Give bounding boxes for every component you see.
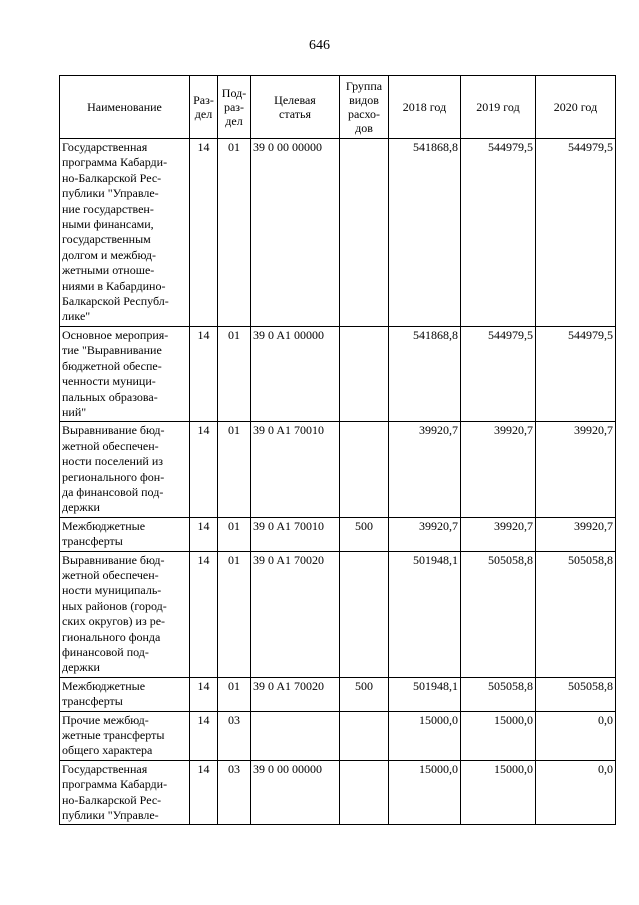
row-name-line: Балкарской Республ-: [62, 294, 169, 309]
row-subsection-cell: 01: [218, 139, 251, 327]
header-subsection: [218, 76, 251, 139]
row-name-line: регионального фон-: [62, 469, 165, 484]
row-article-cell: [251, 711, 340, 760]
row-name-cell: [60, 760, 190, 825]
row-article-cell: 39 0 A1 70020: [251, 551, 340, 677]
row-name-line: ности муниципаль-: [62, 583, 162, 598]
row-name-line: Основное мероприя-: [62, 327, 169, 342]
row-name-line: жетной обеспечен-: [62, 567, 159, 582]
row-name-line: ниями в Кабардино-: [62, 278, 166, 293]
row-group-cell: [340, 711, 389, 760]
row-subsection-cell: 01: [218, 422, 251, 517]
row-name-line: Выравнивание бюд-: [62, 552, 165, 567]
table-row: [60, 326, 616, 421]
header-2019: 2019 год: [461, 76, 536, 139]
header-group-line: Группа: [345, 79, 383, 93]
row-section-cell: 14: [190, 139, 218, 327]
row-section-cell: 14: [190, 677, 218, 711]
table-row: [60, 422, 616, 517]
row-name-line: держки: [62, 500, 100, 515]
row-group-cell: [340, 422, 389, 517]
row-2018-cell: 15000,0: [389, 760, 461, 825]
header-section: [190, 76, 218, 139]
row-2019-cell: 39920,7: [461, 422, 536, 517]
row-group-cell: [340, 326, 389, 421]
row-article-cell: 39 0 00 00000: [251, 139, 340, 327]
header-name: Наименование: [60, 76, 190, 139]
budget-table: [59, 75, 616, 825]
row-2020-cell: 544979,5: [536, 139, 616, 327]
row-2020-cell: 39920,7: [536, 517, 616, 551]
row-name-line: пальных образова-: [62, 389, 158, 404]
row-name-line: трансферты: [62, 534, 123, 549]
header-2020: 2020 год: [536, 76, 616, 139]
row-subsection-cell: 03: [218, 760, 251, 825]
row-section-cell: 14: [190, 760, 218, 825]
row-subsection-cell: 01: [218, 517, 251, 551]
row-2018-cell: 541868,8: [389, 326, 461, 421]
row-name-line: государственным: [62, 232, 151, 247]
row-group-cell: [340, 139, 389, 327]
row-name-line: ных районов (город-: [62, 598, 167, 613]
row-name-line: публики "Управле-: [62, 186, 159, 201]
row-name-line: Прочие межбюд-: [62, 712, 149, 727]
header-section-line: дел: [194, 107, 213, 121]
row-2020-cell: 544979,5: [536, 326, 616, 421]
row-article-cell: 39 0 A1 70010: [251, 422, 340, 517]
row-name-line: Государственная: [62, 140, 148, 154]
row-group-cell: 500: [340, 517, 389, 551]
row-name-line: программа Кабарди-: [62, 155, 168, 170]
header-group-line: видов: [349, 93, 379, 107]
row-name-line: лике": [62, 309, 91, 324]
row-name-cell: [60, 139, 190, 327]
header-section-line: Раз-: [193, 93, 214, 107]
row-2020-cell: 505058,8: [536, 551, 616, 677]
row-2019-cell: 505058,8: [461, 677, 536, 711]
row-group-cell: 500: [340, 677, 389, 711]
header-article-line: статья: [279, 107, 311, 121]
row-name-cell: [60, 711, 190, 760]
header-group-line: расхо-: [347, 107, 381, 121]
row-subsection-cell: 03: [218, 711, 251, 760]
row-name-line: да финансовой под-: [62, 484, 164, 499]
row-2019-cell: 15000,0: [461, 760, 536, 825]
row-name-line: ными финансами,: [62, 217, 154, 232]
row-subsection-cell: 01: [218, 551, 251, 677]
row-2020-cell: 39920,7: [536, 422, 616, 517]
row-section-cell: 14: [190, 326, 218, 421]
row-name-line: ние государствен-: [62, 201, 154, 216]
header-group-line: дов: [355, 121, 373, 135]
row-name-cell: [60, 422, 190, 517]
row-name-line: гионального фонда: [62, 629, 161, 644]
row-subsection-cell: 01: [218, 326, 251, 421]
row-name-line: публики "Управле-: [62, 808, 159, 823]
row-name-line: бюджетной обеспе-: [62, 358, 162, 373]
row-section-cell: 14: [190, 517, 218, 551]
row-2019-cell: 15000,0: [461, 711, 536, 760]
row-2020-cell: 0,0: [536, 711, 616, 760]
row-section-cell: 14: [190, 551, 218, 677]
row-group-cell: [340, 551, 389, 677]
row-name-cell: [60, 551, 190, 677]
table-row: [60, 711, 616, 760]
row-2019-cell: 505058,8: [461, 551, 536, 677]
row-2018-cell: 39920,7: [389, 422, 461, 517]
row-name-line: Межбюджетные: [62, 678, 146, 693]
row-2018-cell: 541868,8: [389, 139, 461, 327]
row-name-cell: [60, 326, 190, 421]
row-2018-cell: 501948,1: [389, 677, 461, 711]
row-name-line: жетной обеспечен-: [62, 438, 159, 453]
row-name-line: финансовой под-: [62, 645, 149, 659]
row-name-line: ности поселений из: [62, 454, 163, 469]
row-2019-cell: 544979,5: [461, 139, 536, 327]
row-article-cell: 39 0 A1 00000: [251, 326, 340, 421]
row-2020-cell: 505058,8: [536, 677, 616, 711]
row-name-line: долгом и межбюд-: [62, 247, 156, 262]
table-header-row: [60, 76, 616, 139]
table-body: [60, 139, 616, 825]
header-article-line: Целевая: [274, 93, 316, 107]
row-name-line: жетные трансферты: [62, 728, 165, 743]
row-name-cell: [60, 677, 190, 711]
row-name-line: но-Балкарской Рес-: [62, 792, 162, 807]
row-name-line: держки: [62, 660, 100, 675]
row-2018-cell: 15000,0: [389, 711, 461, 760]
header-group: [340, 76, 389, 139]
table-row: [60, 139, 616, 327]
row-name-line: Выравнивание бюд-: [62, 423, 165, 438]
table-row: [60, 677, 616, 711]
row-name-line: общего характера: [62, 743, 153, 758]
row-name-line: ний": [62, 404, 87, 419]
table-row: [60, 517, 616, 551]
row-name-line: тие "Выравнивание: [62, 343, 162, 358]
row-name-cell: [60, 517, 190, 551]
row-2020-cell: 0,0: [536, 760, 616, 825]
row-2018-cell: 39920,7: [389, 517, 461, 551]
row-section-cell: 14: [190, 422, 218, 517]
row-group-cell: [340, 760, 389, 825]
row-name-line: ченности муници-: [62, 374, 156, 389]
row-article-cell: 39 0 A1 70010: [251, 517, 340, 551]
row-name-line: ских округов) из ре-: [62, 614, 166, 629]
row-name-line: жетными отноше-: [62, 263, 155, 278]
row-2018-cell: 501948,1: [389, 551, 461, 677]
row-article-cell: 39 0 00 00000: [251, 760, 340, 825]
header-subsection-line: Под-: [221, 86, 247, 100]
row-name-line: Межбюджетные: [62, 518, 146, 533]
row-name-line: Государственная: [62, 761, 148, 776]
row-name-line: трансферты: [62, 694, 123, 709]
header-subsection-line: раз-: [223, 100, 245, 114]
row-name-line: программа Кабарди-: [62, 777, 168, 792]
row-article-cell: 39 0 A1 70020: [251, 677, 340, 711]
table-row: [60, 551, 616, 677]
header-subsection-line: дел: [225, 114, 243, 128]
header-2018: 2018 год: [389, 76, 461, 139]
page-number: 646: [309, 38, 330, 53]
row-2019-cell: 39920,7: [461, 517, 536, 551]
row-2019-cell: 544979,5: [461, 326, 536, 421]
header-article: [251, 76, 340, 139]
row-section-cell: 14: [190, 711, 218, 760]
row-name-line: но-Балкарской Рес-: [62, 170, 162, 185]
row-subsection-cell: 01: [218, 677, 251, 711]
table-row: [60, 760, 616, 825]
